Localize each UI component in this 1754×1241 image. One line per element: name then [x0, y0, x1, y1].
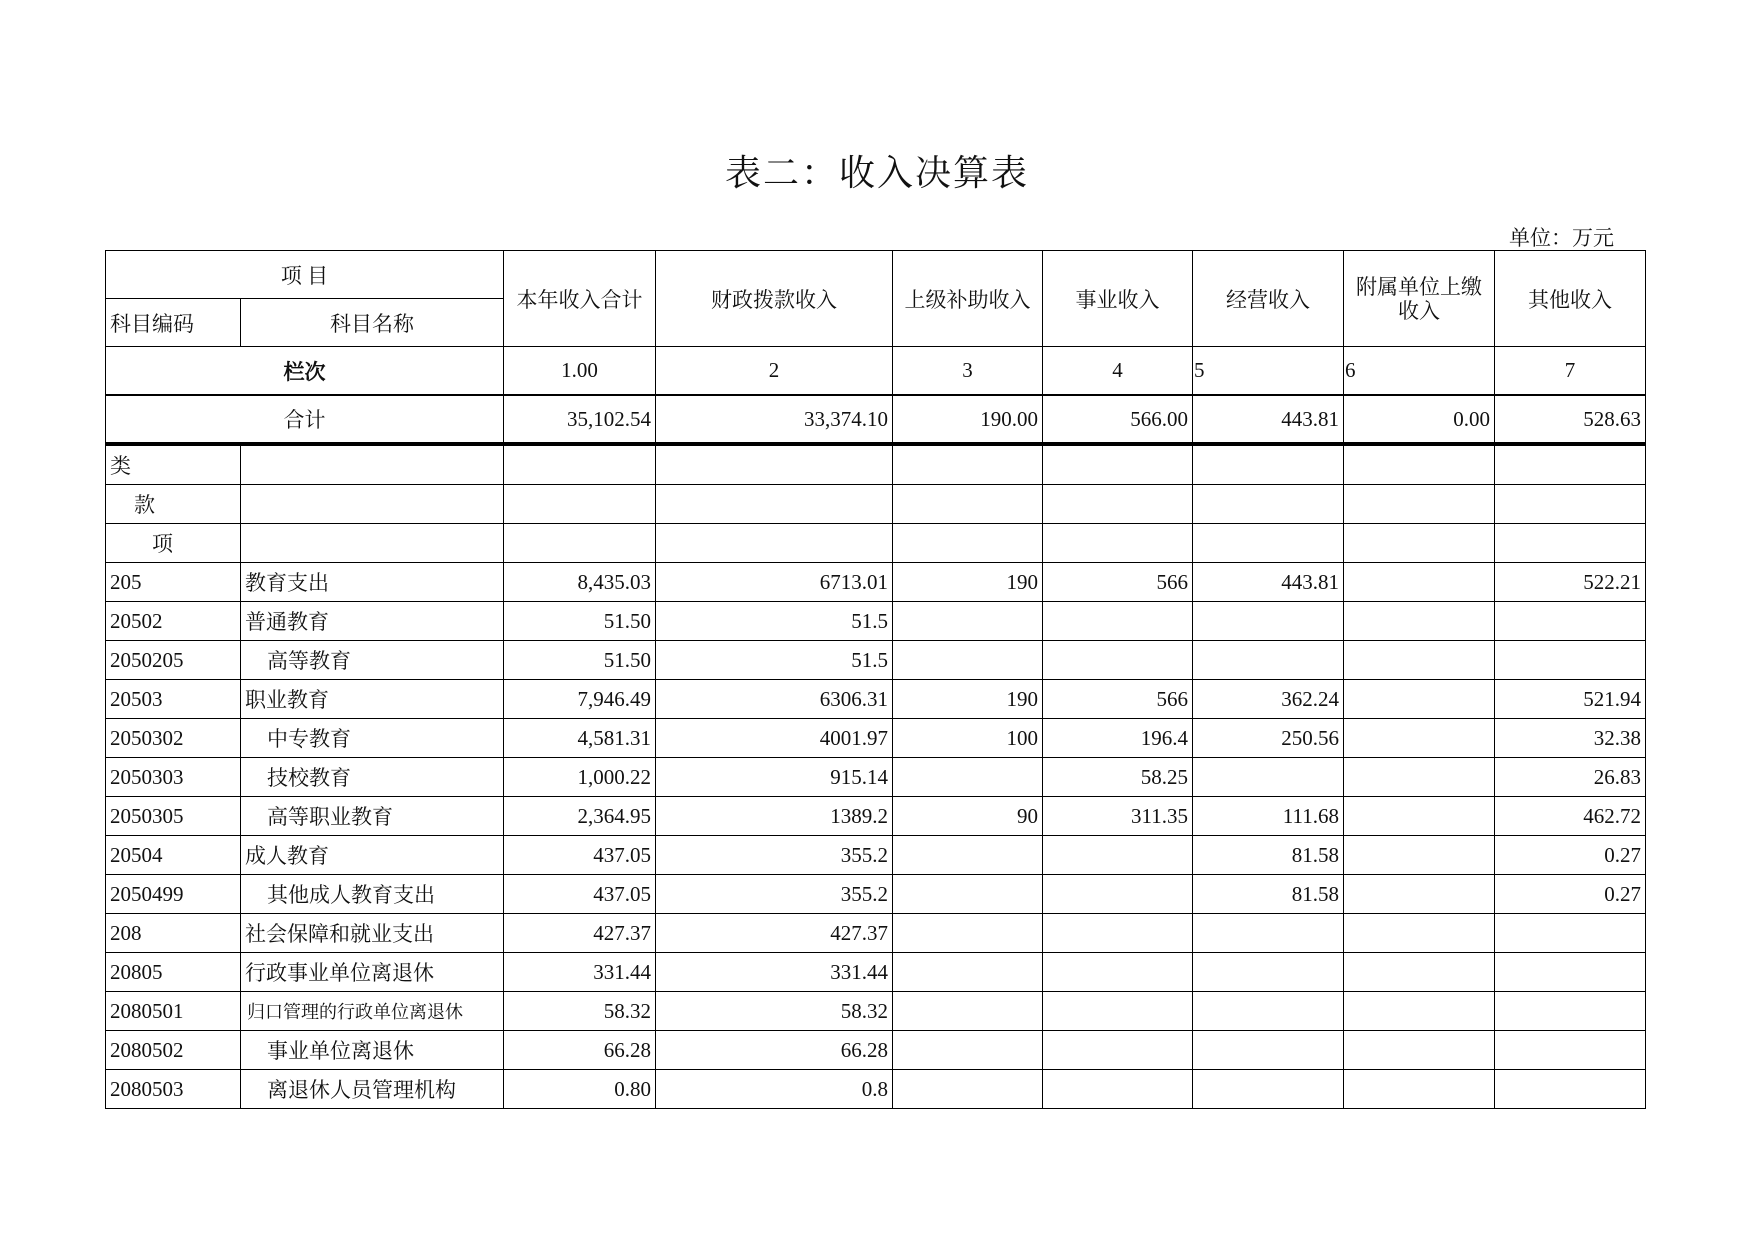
empty-cell [1495, 485, 1646, 524]
row-value [1344, 914, 1495, 953]
level-label: 类 [106, 444, 241, 485]
row-value: 66.28 [504, 1031, 656, 1070]
row-value: 51.5 [656, 641, 893, 680]
row-value [1495, 1070, 1646, 1109]
empty-cell [241, 444, 504, 485]
row-code: 2050499 [106, 875, 241, 914]
empty-cell [241, 524, 504, 563]
row-value: 0.80 [504, 1070, 656, 1109]
table-row [106, 602, 1646, 641]
header-item: 项 目 [106, 251, 504, 299]
row-value: 331.44 [656, 953, 893, 992]
table-row [106, 719, 1646, 758]
empty-cell [1344, 485, 1495, 524]
row-value [893, 758, 1043, 797]
row-value [1344, 758, 1495, 797]
empty-cell [1193, 524, 1344, 563]
column-index: 5 [1193, 347, 1344, 396]
row-value [1344, 1070, 1495, 1109]
row-value [893, 602, 1043, 641]
table-row [106, 914, 1646, 953]
row-code: 2080503 [106, 1070, 241, 1109]
empty-cell [1043, 485, 1193, 524]
row-value: 51.50 [504, 641, 656, 680]
row-value [893, 1031, 1043, 1070]
row-value: 437.05 [504, 875, 656, 914]
row-name: 高等职业教育 [241, 797, 504, 836]
row-value: 6713.01 [656, 563, 893, 602]
row-value [1043, 992, 1193, 1031]
row-name: 其他成人教育支出 [241, 875, 504, 914]
row-value: 1389.2 [656, 797, 893, 836]
row-value [1193, 992, 1344, 1031]
row-value: 190 [893, 563, 1043, 602]
row-value: 566 [1043, 680, 1193, 719]
row-value [1344, 602, 1495, 641]
total-value: 528.63 [1495, 395, 1646, 444]
empty-cell [656, 524, 893, 563]
row-value [1344, 953, 1495, 992]
row-value: 522.21 [1495, 563, 1646, 602]
row-name: 行政事业单位离退休 [241, 953, 504, 992]
table-row [106, 836, 1646, 875]
empty-cell [504, 444, 656, 485]
row-value: 100 [893, 719, 1043, 758]
row-value [1193, 914, 1344, 953]
row-name: 技校教育 [241, 758, 504, 797]
total-value: 443.81 [1193, 395, 1344, 444]
row-value: 427.37 [504, 914, 656, 953]
empty-cell [1495, 524, 1646, 563]
table-row [106, 797, 1646, 836]
row-value: 443.81 [1193, 563, 1344, 602]
row-value: 51.5 [656, 602, 893, 641]
row-value [893, 1070, 1043, 1109]
column-index-row [106, 347, 1646, 396]
row-code: 2080502 [106, 1031, 241, 1070]
header-col: 上级补助收入 [893, 251, 1043, 347]
row-code: 20503 [106, 680, 241, 719]
row-value: 90 [893, 797, 1043, 836]
header-col: 事业收入 [1043, 251, 1193, 347]
row-value: 355.2 [656, 875, 893, 914]
row-value [1043, 875, 1193, 914]
row-code: 20504 [106, 836, 241, 875]
row-value: 6306.31 [656, 680, 893, 719]
row-value: 4,581.31 [504, 719, 656, 758]
level-label: 项 [106, 524, 241, 563]
empty-cell [893, 444, 1043, 485]
row-value [1495, 914, 1646, 953]
row-value [893, 836, 1043, 875]
empty-cell [656, 444, 893, 485]
header-code: 科目编码 [106, 299, 241, 347]
row-value: 58.32 [656, 992, 893, 1031]
row-value [1193, 953, 1344, 992]
row-name: 教育支出 [241, 563, 504, 602]
row-code: 208 [106, 914, 241, 953]
row-value: 0.8 [656, 1070, 893, 1109]
row-value: 51.50 [504, 602, 656, 641]
row-value: 4001.97 [656, 719, 893, 758]
row-value [1495, 641, 1646, 680]
row-value: 111.68 [1193, 797, 1344, 836]
row-code: 20805 [106, 953, 241, 992]
row-value [1495, 992, 1646, 1031]
row-value [893, 914, 1043, 953]
table-row [106, 641, 1646, 680]
column-index-label: 栏次 [106, 347, 504, 396]
row-value: 81.58 [1193, 875, 1344, 914]
empty-cell [1043, 524, 1193, 563]
total-value: 33,374.10 [656, 395, 893, 444]
row-value: 2,364.95 [504, 797, 656, 836]
row-value [893, 992, 1043, 1031]
column-index: 2 [656, 347, 893, 396]
level-row [106, 444, 1646, 485]
row-code: 20502 [106, 602, 241, 641]
row-name: 高等教育 [241, 641, 504, 680]
row-value [1193, 1031, 1344, 1070]
row-value: 8,435.03 [504, 563, 656, 602]
header-col: 财政拨款收入 [656, 251, 893, 347]
header-col: 经营收入 [1193, 251, 1344, 347]
row-value: 81.58 [1193, 836, 1344, 875]
row-value [1344, 719, 1495, 758]
row-value: 26.83 [1495, 758, 1646, 797]
empty-cell [893, 485, 1043, 524]
row-value: 58.32 [504, 992, 656, 1031]
row-value [1344, 836, 1495, 875]
column-index: 4 [1043, 347, 1193, 396]
row-value: 521.94 [1495, 680, 1646, 719]
row-value: 32.38 [1495, 719, 1646, 758]
row-name: 中专教育 [241, 719, 504, 758]
row-code: 2050305 [106, 797, 241, 836]
row-value [1043, 914, 1193, 953]
row-code: 2050302 [106, 719, 241, 758]
row-value: 437.05 [504, 836, 656, 875]
header-name: 科目名称 [241, 299, 504, 347]
row-value [893, 641, 1043, 680]
row-value [1495, 602, 1646, 641]
row-value [1495, 953, 1646, 992]
row-value [1344, 1031, 1495, 1070]
row-value [1043, 602, 1193, 641]
header-col: 附属单位上缴收入 [1344, 251, 1495, 347]
row-name: 普通教育 [241, 602, 504, 641]
total-row [106, 395, 1646, 444]
row-value [1193, 602, 1344, 641]
row-value: 0.27 [1495, 875, 1646, 914]
row-value: 915.14 [656, 758, 893, 797]
total-value: 190.00 [893, 395, 1043, 444]
unit-label: 单位：万元 [1509, 226, 1614, 250]
row-value: 362.24 [1193, 680, 1344, 719]
row-code: 2080501 [106, 992, 241, 1031]
page-title: 表二：收入决算表 [724, 153, 1029, 193]
header-col: 其他收入 [1495, 251, 1646, 347]
row-name: 社会保障和就业支出 [241, 914, 504, 953]
column-index: 1.00 [504, 347, 656, 396]
table-row [106, 953, 1646, 992]
table-row [106, 680, 1646, 719]
row-value: 0.27 [1495, 836, 1646, 875]
row-value [1193, 641, 1344, 680]
row-code: 2050303 [106, 758, 241, 797]
header-row [106, 251, 1646, 299]
table-row [106, 1031, 1646, 1070]
row-name: 成人教育 [241, 836, 504, 875]
row-name: 事业单位离退休 [241, 1031, 504, 1070]
row-value [1344, 875, 1495, 914]
row-name: 职业教育 [241, 680, 504, 719]
empty-cell [241, 485, 504, 524]
empty-cell [893, 524, 1043, 563]
row-code: 2050205 [106, 641, 241, 680]
column-index: 3 [893, 347, 1043, 396]
level-label: 款 [106, 485, 241, 524]
row-value: 250.56 [1193, 719, 1344, 758]
row-value: 355.2 [656, 836, 893, 875]
empty-cell [1495, 444, 1646, 485]
row-value: 190 [893, 680, 1043, 719]
row-value [1495, 1031, 1646, 1070]
row-value: 462.72 [1495, 797, 1646, 836]
header-col: 本年收入合计 [504, 251, 656, 347]
row-value: 311.35 [1043, 797, 1193, 836]
row-value: 427.37 [656, 914, 893, 953]
table-row [106, 992, 1646, 1031]
total-value: 35,102.54 [504, 395, 656, 444]
row-value: 566 [1043, 563, 1193, 602]
table-row [106, 758, 1646, 797]
row-value [1344, 797, 1495, 836]
empty-cell [504, 485, 656, 524]
income-table [105, 250, 1646, 1109]
row-value: 58.25 [1043, 758, 1193, 797]
level-row [106, 524, 1646, 563]
table-row [106, 1070, 1646, 1109]
total-value: 566.00 [1043, 395, 1193, 444]
row-value [1043, 1070, 1193, 1109]
row-value [1344, 563, 1495, 602]
empty-cell [1344, 524, 1495, 563]
row-value: 7,946.49 [504, 680, 656, 719]
empty-cell [656, 485, 893, 524]
row-name: 归口管理的行政单位离退休 [241, 992, 504, 1031]
row-value [1344, 641, 1495, 680]
row-value: 331.44 [504, 953, 656, 992]
table-row [106, 563, 1646, 602]
total-label: 合计 [106, 395, 504, 444]
level-row [106, 485, 1646, 524]
column-index: 6 [1344, 347, 1495, 396]
row-value [1043, 1031, 1193, 1070]
row-value [1193, 1070, 1344, 1109]
row-value [1344, 680, 1495, 719]
row-value [1344, 992, 1495, 1031]
row-value [1193, 758, 1344, 797]
row-value [1043, 953, 1193, 992]
empty-cell [1193, 485, 1344, 524]
row-value: 66.28 [656, 1031, 893, 1070]
total-value: 0.00 [1344, 395, 1495, 444]
row-name: 离退休人员管理机构 [241, 1070, 504, 1109]
row-value [1043, 641, 1193, 680]
empty-cell [504, 524, 656, 563]
row-value: 196.4 [1043, 719, 1193, 758]
row-code: 205 [106, 563, 241, 602]
column-index: 7 [1495, 347, 1646, 396]
row-value [1043, 836, 1193, 875]
empty-cell [1043, 444, 1193, 485]
empty-cell [1193, 444, 1344, 485]
row-value [893, 953, 1043, 992]
row-value [893, 875, 1043, 914]
row-value: 1,000.22 [504, 758, 656, 797]
empty-cell [1344, 444, 1495, 485]
table-row [106, 875, 1646, 914]
